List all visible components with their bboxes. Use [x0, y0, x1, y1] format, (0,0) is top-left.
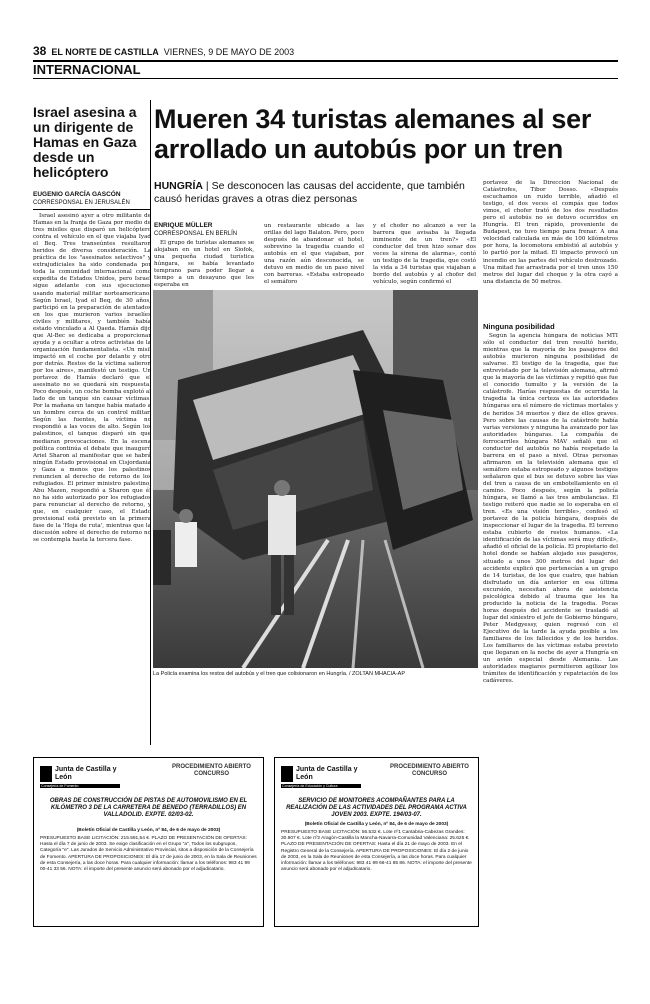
side-author-role: CORRESPONSAL EN JERUSALÉN [33, 200, 130, 206]
ad1-body: PRESUPUESTO BASE LICITACIÓN: 215.591,54 €. PLAZO DE PRESENTACIÓN DE OFERTAS: Hasta el día 7 de junio de 2003. Se exige clasificación en el Grupo "a", Todos los subgrupos, Categoría "e". Las Jurados de Servicio Administrativo Provincial, sitos a disposición de la Consejería de Fomento. APERTURA DE PROPOSICIONES: El día 17 de junio de 2003, en la Sala de Reuniones de esta Consejería, a las doce horas. Para cualquier información: llamar a los teléfonos: 983 41 99 00-41 33 56. NOTA: el importe del presente anuncio será abonado por el adjudicatario. [40, 836, 257, 873]
main-col-4a [483, 180, 618, 320]
main-author-role: CORRESPONSAL EN BERLÍN [154, 231, 238, 237]
ad1-bulletin: (Boletín Oficial de Castilla y León, nº 84, de 6 de mayo de 2003) [76, 828, 221, 833]
public-notice-2 [274, 757, 479, 927]
ad2-status: PROCEDIMIENTO ABIERTO CONCURSO [390, 764, 469, 777]
ad2-logo-sub: Consejería de Educación y Cultura [281, 784, 361, 788]
photo-illustration [153, 290, 478, 668]
ad2-body: PRESUPUESTO BASE LICITACIÓN: 56.532 €. Lote nº1 Cantabria-Cabezas Grandes: 30.907 €. Lote nº2 Aragón-Castilla la Mancha-Navarra-Comunidad Valenciana: 25.625 €. PLAZO DE PRESENTACIÓN DE OFERTAS: Hasta el día 21 de mayo de 2003. En el Registro General de la Consejería. APERTURA DE PROPOSICIONES: El día 2 de junio de 2003, en la Sala de Reuniones de esta Consejería, a las doce horas. Para cualquier información: llamar a los teléfonos: 983 41 99 66-41 85 86. NOTA: el importe del presente anuncio será abonado por el adjudicatario. [281, 830, 472, 873]
ad2-logo-text: Junta de Castilla y León [296, 766, 358, 781]
newspaper-name: EL NORTE DE CASTILLA [51, 47, 159, 57]
main-col-2 [264, 223, 364, 289]
subhead-tag: HUNGRÍA [154, 180, 203, 192]
page-number: 38 [33, 44, 47, 58]
ad1-logo [40, 766, 120, 788]
main-headline: Mueren 34 turistas alemanes al ser arrollado un autobús por un tren [154, 104, 592, 164]
main-col-1-text: El grupo de turistas alemanes se alojaban en un hotel en Siofok, una pequeña ciudad turística húngara, se había levantado temprano para poder llegar a tiempo a un desayuno que les esperaba en [154, 240, 254, 288]
side-text: Israel asesinó ayer a otro militante de Hamas en la franja de Gaza por medio de tres misiles que disparó un helicóptero contra el vehículo en el que viajaba Iyad el Beq. Tres transeúntes resultaron heridos de diversa consideración. La práctica de los "asesinatos selectivos" y extrajudiciales ha sido condenada por toda la comunidad internacional como expedita de Estados Unidos, pero Israel sigue adelante con sus ejecuciones usando material militar norteamericano. Según Israel, Iyad el Beq, de 30 años, participó en la preparación de atentados en los que murieron varios israelíes civiles y militares, y también había estado vinculado a Al Qaeda. Hamás dijo que Al-Bec se dedicaba a proporcionar ayuda y a ocultar a otros activistas de la organización fundamentalista. «Un misil impactó en el coche por delante y otro por detrás. Restos de la víctima salieron por los aires», manifestó un testigo. Un portavoz de Hamás declaró que el asesinato no se quedará sin respuesta. Poco después, un coche bomba explotó al lado de un tanque sin causar víctimas. Por la mañana un tanque había matado a un hombre cerca de un control militar. Según las fuentes, la víctima no respondió a las voces de alto. Según los palestinos, el tanque disparó sin que mediaran provocaciones. En la escena política continúa el debate que inauguró Ariel Sharon al manifestar que se habrá ningún Estado provisional en Cisjordania y Gaza a menos que los palestinos renuncien al derecho de retorno de los refugiados. El primer ministro palestino, Abu Mazen, respondió a Sharon que él no ha sido autorizado por los refugiados para renunciar al derecho de retorno, y que, en cualquier caso, el Estado provisional está previsto en la primera fase de la 'Hoja de ruta', mientras que la discusión sobre el derecho de retorno no se contempla hasta la tercera fase. [33, 213, 151, 544]
column-rule [150, 100, 151, 745]
subhead-text: Se desconocen las causas del accidente, que también causó heridas graves a otras diez personas [154, 180, 465, 205]
issue-date: VIERNES, 9 DE MAYO DE 2003 [163, 47, 295, 57]
ad2-logo [281, 766, 361, 788]
ad1-status: PROCEDIMIENTO ABIERTO CONCURSO [172, 764, 251, 777]
main-col-1 [154, 240, 254, 288]
side-body [33, 213, 151, 745]
divider [33, 209, 151, 210]
main-col-3-text: y el chofer no alcanzó a ver la barrera que avisaba la llegada inminente de un tren?» «El conductor del tren hizo sonar dos veces la sirena de alarma», contó un testigo de la tragedia, que costó la vida a 34 turistas que viajaban a bordo del autobús y al chofer del vehículo, según confirmó el [373, 223, 476, 286]
main-col-4a-text: portavoz de la Dirección Nacional de Catástrofes, Tibor Dosso. «Después escuchamos un ruido terrible, añadió el testigo, el dos veces el compás que todos vimos, el chofer trató de los dos resultados pero el autobús no se detuvo ocurridos en Hungría. El tren rápido, proveniente de Budapest, no tuvo tiempo para frenar. A una velocidad calculada en más de 100 kilómetros por hora, la locomotora embistió al autobús y lo partió por la mitad. El impacto provocó un incendio en las partes del vehículo destrozado. Una mitad fue arrastrada por el tren unos 150 metros del lugar del choque y la otra cayó a una distancia de 50 metros. [483, 180, 618, 285]
coat-of-arms-icon [40, 766, 52, 782]
main-col-3 [373, 223, 476, 289]
main-col-4b [483, 333, 618, 928]
main-author: ENRIQUE MÜLLER [154, 222, 213, 229]
side-author: EUGENIO GARCÍA GASCÓN [33, 191, 121, 198]
side-byline [33, 191, 151, 207]
ad2-title: SERVICIO DE MONITORES ACOMPAÑANTES PARA LA REALIZACIÓN DE LAS ACTIVIDADES DEL PROGRAMA ACTIVA JOVEN 2003. EXPTE. 194/03-07. [286, 798, 467, 818]
main-byline [154, 222, 254, 238]
ad2-bulletin: (Boletín Oficial de Castilla y León, nº 84, de 6 de mayo de 2003) [304, 822, 449, 827]
subheading-ninguna: Ninguna posibilidad [483, 322, 555, 331]
side-headline: Israel asesina a un dirigente de Hamas en Gaza desde un helicóptero [33, 104, 137, 180]
photo-caption: La Policía examina los restos del autobús y el tren que colisionaron en Hungría. / ZOLTAN MHACIA-AP [153, 671, 405, 677]
ad1-title: OBRAS DE CONSTRUCCIÓN DE PISTAS DE AUTOMOVILISMO EN EL KILÓMETRO 3 DE LA CARRETERA DE BENEDO (TERRADILLOS) EN VALLADOLID. EXPTE. 02/03-02. [49, 798, 248, 818]
page-header [33, 44, 618, 58]
ad1-logo-sub: Consejería de Fomento [40, 784, 120, 788]
public-notice-1 [33, 757, 264, 927]
main-col-4b-text: Según la agencia húngara de noticias MTI sólo el conductor del tren resultó herido, mientras que la mayoría de los pasajeros del autobús murieron ninguna posibilidad de salvarse. El testigo de la tragedia, que fue entrevistado por la televisión alemana, afirmó que la mayoría de las víctimas y repitió que fue el conocido tumulto y la versión de la catástrofe. Harías respuestas de ocurrida la tragedia la única certeza es las autoridades húngaras era el número de víctimas mortales y de heridos 34 muertos y diez de ellos graves. Pero sobre las causas de la catástrofe había varias versiones y ninguna ha avanzado por las autoridades húngaras. La compañía de ferrocarriles húngara MAV señaló que el conductor del autobús no había respetado la barrera en el paso a nivel. Otras personas afirmaron en la televisión alemana que el semáforo estaba estropeado y algunos testigos señalaron que el bus se detuvo sobre las vías del tren a causa de un embotellamiento en el camino. Poco después, según la policía húngara, se llamó a las tres ambulancias. El testigo reiteró que nadie se lo esperaba en el tren. «Es una visión terrible», confesó el portavoz de la policía húngara, después de inspeccionar el lugar de la tragedia. El terreno estaba cubierto de restos humanos. «La identificación de las víctimas será muy difícil», añadió el oficial de la policía. El propietario del hotel donde se habían alojado sus pasajeros, situado a unos 300 metros del lugar del accidente explicó que pertenecían a un grupo de 14 turistas, de los que cuatro, que habían disfrutado un día anterior en esa última excursión, necesitan ahora de asistencia psicológica debido al trauma que les ha producido la noticia de la tragedia. Pocas horas después del accidente se trasladó al lugar del siniestro el jefe de Gobierno húngaro, Peter Medgyessy, quien regresó con el Ejecutivo de la tarde la ayuda posible a los familiares de los fallecidos y de los heridos. Los familiares de las víctimas estaba previsto que llegaran en la noche de ayer a Hungría en un avión especial desde Alemania. Las autoridades magiares permitieron agilizar los trámites de identificación y repatriación de los cadáveres. [483, 333, 618, 685]
ad1-logo-text: Junta de Castilla y León [55, 766, 117, 781]
coat-of-arms-icon [281, 766, 293, 782]
main-col-2-text: un restaurante ubicado a las orillas del lago Balaton. Pero, poco después de abandonar el hotel, sobrevino la tragedia cuando el autobús en el que viajaban, por una razón aún desconocida, se detuvo en medio de un paso nivel con barreras. «Estaba estropeado el semáforo [264, 223, 364, 286]
section-title: INTERNACIONAL [33, 60, 618, 79]
accident-photo [153, 290, 478, 668]
main-subhead: HUNGRÍA | Se desconocen las causas del accidente, que también causó heridas graves a otras diez personas [154, 180, 465, 205]
